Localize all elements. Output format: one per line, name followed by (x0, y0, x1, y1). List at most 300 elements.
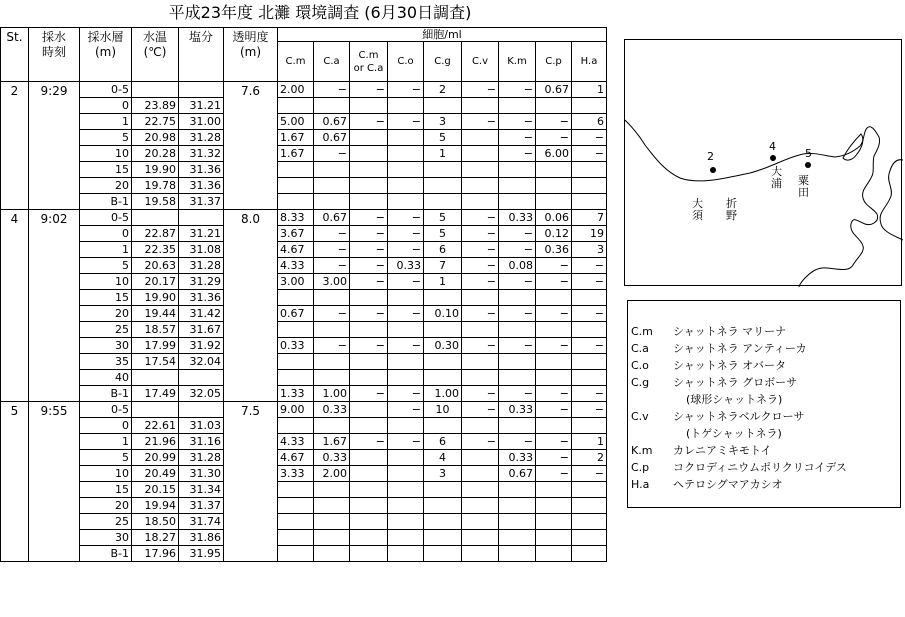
cell-count: 4.33 (278, 258, 314, 274)
depth-cell: 0-5 (80, 402, 132, 418)
depth-cell: 15 (80, 482, 132, 498)
cell-count (388, 322, 424, 338)
location-map (624, 39, 902, 286)
table-row (1, 450, 607, 466)
cell-count: − (499, 242, 536, 258)
table-row (1, 418, 607, 434)
cell-count (278, 482, 314, 498)
cell-count (388, 450, 424, 466)
cell-count: − (572, 466, 607, 482)
cell-count (388, 178, 424, 194)
salinity-cell: 31.42 (179, 306, 224, 322)
cell-count: − (536, 130, 572, 146)
cell-count: 4.33 (278, 434, 314, 450)
cell-count: 4 (424, 450, 462, 466)
depth-cell: 20 (80, 306, 132, 322)
cell-count (350, 146, 388, 162)
cell-count: − (350, 242, 388, 258)
depth-cell: 0-5 (80, 82, 132, 98)
cell-count (424, 514, 462, 530)
cell-count: − (572, 402, 607, 418)
salinity-cell: 31.37 (179, 498, 224, 514)
table-row (1, 130, 607, 146)
cell-count (350, 98, 388, 114)
cell-count: 1 (424, 146, 462, 162)
cell-count: 3.00 (278, 274, 314, 290)
salinity-cell: 31.29 (179, 274, 224, 290)
cell-count: − (499, 114, 536, 130)
cell-count (388, 194, 424, 210)
cell-count: 0.67 (499, 466, 536, 482)
legend-item (628, 357, 900, 374)
cell-count (314, 290, 350, 306)
page-title: 平成23年度 北灘 環境調査 (6月30日調査) (168, 3, 472, 22)
cell-count: − (314, 306, 350, 322)
cell-count (350, 322, 388, 338)
salinity-cell (179, 402, 224, 418)
cell-count: − (388, 338, 424, 354)
cell-count (278, 418, 314, 434)
header-transparency: 透明度 (m) (224, 28, 278, 82)
salinity-cell: 32.04 (179, 354, 224, 370)
cell-count: 1 (572, 82, 607, 98)
header-temp: 水温 (℃) (132, 28, 179, 82)
cell-count (572, 530, 607, 546)
transparency-cell: 8.0 (224, 210, 278, 402)
depth-cell: B-1 (80, 194, 132, 210)
legend-item (628, 442, 900, 459)
cell-count (350, 530, 388, 546)
cell-count: − (572, 306, 607, 322)
cell-count: 0.67 (278, 306, 314, 322)
table-row (1, 322, 607, 338)
temp-cell: 20.17 (132, 274, 179, 290)
cell-count (350, 194, 388, 210)
table-row (1, 466, 607, 482)
cell-count: 5 (424, 210, 462, 226)
cell-count (350, 498, 388, 514)
table-row (1, 258, 607, 274)
species-header: C.a (314, 42, 350, 82)
temp-cell: 23.89 (132, 98, 179, 114)
cell-count: 3 (424, 114, 462, 130)
cell-count (536, 514, 572, 530)
cell-count: 0.33 (499, 402, 536, 418)
temp-cell: 20.28 (132, 146, 179, 162)
cell-count: 8.33 (278, 210, 314, 226)
cell-count (499, 354, 536, 370)
cell-count: 0.67 (314, 130, 350, 146)
cell-count (462, 130, 499, 146)
cell-count (388, 498, 424, 514)
depth-cell: 10 (80, 274, 132, 290)
cell-count (278, 322, 314, 338)
cell-count: 5 (424, 226, 462, 242)
cell-count: 0.67 (314, 210, 350, 226)
depth-cell: 20 (80, 178, 132, 194)
temp-cell: 22.35 (132, 242, 179, 258)
cell-count (499, 546, 536, 562)
cell-count (278, 354, 314, 370)
depth-cell: 0 (80, 418, 132, 434)
table-row (1, 274, 607, 290)
legend-item (628, 425, 900, 442)
legend-name: シャットネラ オバータ (673, 359, 786, 372)
cell-count (536, 530, 572, 546)
cell-count (572, 98, 607, 114)
cell-count (314, 498, 350, 514)
temp-cell: 21.96 (132, 434, 179, 450)
legend-name: (トゲシャットネラ) (686, 427, 782, 440)
cell-count: 0.33 (388, 258, 424, 274)
depth-cell: 20 (80, 498, 132, 514)
station-number: 2 (1, 82, 29, 210)
legend-name: カレニアミキモトイ (673, 444, 772, 457)
cell-count (536, 194, 572, 210)
cell-count (462, 146, 499, 162)
cell-count: 1 (572, 434, 607, 450)
depth-cell: 35 (80, 354, 132, 370)
cell-count (462, 194, 499, 210)
legend-item (628, 391, 900, 408)
cell-count (388, 130, 424, 146)
depth-cell: 15 (80, 290, 132, 306)
temp-cell: 17.49 (132, 386, 179, 402)
cell-count: 0.33 (314, 450, 350, 466)
cell-count: 2.00 (314, 466, 350, 482)
salinity-cell: 31.21 (179, 226, 224, 242)
table-row (1, 194, 607, 210)
cell-count: − (499, 386, 536, 402)
cell-count (572, 370, 607, 386)
table-row (1, 162, 607, 178)
legend-abbr: C.p (631, 461, 650, 474)
cell-count (388, 162, 424, 178)
cell-count (278, 546, 314, 562)
cell-count (536, 546, 572, 562)
cell-count: 1 (424, 274, 462, 290)
cell-count: − (462, 210, 499, 226)
map-place-osu: 大須 (692, 197, 703, 222)
cell-count: 6 (424, 242, 462, 258)
cell-count (278, 514, 314, 530)
legend-name: コクロディニウムポリクリコイデス (673, 461, 847, 474)
legend-name: (球形シャットネラ) (686, 393, 783, 406)
salinity-cell: 31.08 (179, 242, 224, 258)
cell-count: 0.33 (499, 450, 536, 466)
cell-count: − (350, 210, 388, 226)
table-row (1, 82, 607, 98)
cell-count: − (536, 402, 572, 418)
legend-name: ヘテロシグマアカシオ (673, 478, 783, 491)
cell-count (499, 98, 536, 114)
cell-count (499, 370, 536, 386)
species-header: C.g (424, 42, 462, 82)
salinity-cell: 31.28 (179, 450, 224, 466)
cell-count: 6 (572, 114, 607, 130)
cell-count (388, 98, 424, 114)
cell-count (572, 514, 607, 530)
cell-count: − (350, 386, 388, 402)
cell-count: 3.00 (314, 274, 350, 290)
temp-cell (132, 402, 179, 418)
cell-count: 1.67 (278, 146, 314, 162)
cell-count (462, 354, 499, 370)
cell-count: − (388, 386, 424, 402)
species-header: C.m or C.a (350, 42, 388, 82)
table-row (1, 482, 607, 498)
cell-count: − (388, 114, 424, 130)
cell-count: − (536, 450, 572, 466)
cell-count: − (314, 82, 350, 98)
temp-cell (132, 210, 179, 226)
salinity-cell: 31.36 (179, 162, 224, 178)
cell-count (572, 482, 607, 498)
cell-count: − (499, 338, 536, 354)
depth-cell: 1 (80, 114, 132, 130)
cell-count (572, 498, 607, 514)
depth-cell: 1 (80, 242, 132, 258)
legend-item (628, 476, 900, 493)
cell-count (462, 530, 499, 546)
cell-count (424, 178, 462, 194)
cell-count (350, 370, 388, 386)
cell-count (536, 178, 572, 194)
cell-count (536, 354, 572, 370)
table-row (1, 370, 607, 386)
cell-count (350, 162, 388, 178)
cell-count: − (462, 242, 499, 258)
cell-count (278, 530, 314, 546)
salinity-cell: 31.36 (179, 178, 224, 194)
island (843, 134, 863, 160)
cell-count (388, 146, 424, 162)
cell-count (314, 370, 350, 386)
transparency-cell: 7.6 (224, 82, 278, 210)
cell-count (499, 194, 536, 210)
cell-count: − (388, 306, 424, 322)
species-header: C.v (462, 42, 499, 82)
table-row (1, 98, 607, 114)
cell-count: − (572, 386, 607, 402)
cell-count: − (314, 258, 350, 274)
temp-cell: 20.63 (132, 258, 179, 274)
cell-count: − (462, 258, 499, 274)
table-row (1, 306, 607, 322)
cell-count: − (350, 306, 388, 322)
cell-count: − (572, 130, 607, 146)
legend-abbr: K.m (631, 444, 653, 457)
cell-count: 3.67 (278, 226, 314, 242)
temp-cell: 19.58 (132, 194, 179, 210)
cell-count: 1.67 (314, 434, 350, 450)
cell-count: 0.08 (499, 258, 536, 274)
table-row (1, 434, 607, 450)
legend-name: シャットネラ アンティーカ (673, 342, 807, 355)
cell-count: − (499, 82, 536, 98)
cell-count (388, 418, 424, 434)
cell-count: 4.67 (278, 450, 314, 466)
species-legend (627, 300, 901, 508)
coastline (625, 120, 880, 287)
temp-cell: 18.27 (132, 530, 179, 546)
table-row (1, 386, 607, 402)
temp-cell: 20.98 (132, 130, 179, 146)
legend-abbr: C.a (631, 342, 649, 355)
depth-cell: 0 (80, 98, 132, 114)
depth-cell: 30 (80, 530, 132, 546)
cell-count: − (388, 210, 424, 226)
cell-count: − (350, 114, 388, 130)
cell-count (572, 178, 607, 194)
cell-count (499, 482, 536, 498)
legend-item (628, 459, 900, 476)
cell-count (314, 546, 350, 562)
temp-cell: 18.57 (132, 322, 179, 338)
cell-count: 7 (424, 258, 462, 274)
cell-count: 6 (424, 434, 462, 450)
legend-item (628, 374, 900, 391)
cell-count (424, 354, 462, 370)
cell-count: 0.12 (536, 226, 572, 242)
salinity-cell: 31.86 (179, 530, 224, 546)
cell-count (388, 466, 424, 482)
salinity-cell: 31.16 (179, 434, 224, 450)
temp-cell: 20.99 (132, 450, 179, 466)
depth-cell: B-1 (80, 386, 132, 402)
cell-count: − (314, 146, 350, 162)
cell-count: 1.67 (278, 130, 314, 146)
cell-count (462, 546, 499, 562)
cell-count (350, 514, 388, 530)
station-5-marker (805, 162, 811, 168)
cell-count (278, 370, 314, 386)
cell-count (424, 530, 462, 546)
salinity-cell: 31.92 (179, 338, 224, 354)
cell-count (314, 354, 350, 370)
legend-item (628, 323, 900, 340)
cell-count: − (350, 434, 388, 450)
cell-count: − (572, 274, 607, 290)
cell-count: 3 (424, 466, 462, 482)
cell-count: 0.67 (536, 82, 572, 98)
cell-count (350, 482, 388, 498)
cell-count: − (314, 338, 350, 354)
table-row (1, 498, 607, 514)
salinity-cell: 31.28 (179, 130, 224, 146)
header-cells-group: 細胞/ml (278, 28, 607, 42)
cell-count (572, 322, 607, 338)
cell-count: 0.36 (536, 242, 572, 258)
table-row (1, 226, 607, 242)
cell-count (314, 98, 350, 114)
cell-count (572, 354, 607, 370)
transparency-cell: 7.5 (224, 402, 278, 562)
cell-count (424, 482, 462, 498)
depth-cell: 5 (80, 130, 132, 146)
legend-item (628, 408, 900, 425)
cell-count (314, 514, 350, 530)
cell-count (350, 290, 388, 306)
cell-count: 2.00 (278, 82, 314, 98)
cell-count (462, 514, 499, 530)
cell-count (462, 162, 499, 178)
cell-count: 1.00 (424, 386, 462, 402)
coastline-map (625, 40, 903, 287)
table-row (1, 146, 607, 162)
cell-count: 0.33 (499, 210, 536, 226)
cell-count: − (314, 242, 350, 258)
cell-count: 9.00 (278, 402, 314, 418)
cell-count: − (350, 274, 388, 290)
salinity-cell: 31.28 (179, 258, 224, 274)
temp-cell: 17.96 (132, 546, 179, 562)
cell-count: 6.00 (536, 146, 572, 162)
sampling-time: 9:02 (29, 210, 80, 402)
cell-count (314, 530, 350, 546)
header-st: St. (1, 28, 29, 82)
cell-count (350, 546, 388, 562)
cell-count (462, 466, 499, 482)
cell-count: − (388, 226, 424, 242)
cell-count: − (536, 258, 572, 274)
header-time: 採水 時刻 (29, 28, 80, 82)
cell-count: 5 (424, 130, 462, 146)
depth-cell: 5 (80, 258, 132, 274)
cell-count (424, 290, 462, 306)
cell-count (424, 194, 462, 210)
cell-count (350, 402, 388, 418)
salinity-cell: 31.32 (179, 146, 224, 162)
cell-count (314, 418, 350, 434)
salinity-cell (179, 210, 224, 226)
station-4-marker (770, 155, 776, 161)
salinity-cell: 31.30 (179, 466, 224, 482)
cell-count (424, 98, 462, 114)
cell-count (278, 194, 314, 210)
cell-count (350, 450, 388, 466)
cell-count (388, 290, 424, 306)
cell-count (536, 418, 572, 434)
temp-cell: 20.15 (132, 482, 179, 498)
header-layer: 採水層 (m) (80, 28, 132, 82)
salinity-cell: 31.03 (179, 418, 224, 434)
legend-name: シャットネラベルクローサ (673, 410, 805, 423)
table-row (1, 338, 607, 354)
station-number: 4 (1, 210, 29, 402)
cell-count (314, 162, 350, 178)
cell-count (424, 370, 462, 386)
table-row (1, 210, 607, 226)
cell-count (462, 290, 499, 306)
cell-count (572, 290, 607, 306)
salinity-cell: 31.36 (179, 290, 224, 306)
depth-cell: 40 (80, 370, 132, 386)
cell-count (462, 322, 499, 338)
map-place-ouura: 大浦 (771, 165, 782, 190)
temp-cell (132, 370, 179, 386)
map-station-5-label: 5 (805, 147, 812, 160)
table-row (1, 514, 607, 530)
cell-count (424, 322, 462, 338)
legend-abbr: C.g (631, 376, 650, 389)
cell-count (462, 370, 499, 386)
temp-cell: 19.90 (132, 290, 179, 306)
legend-name: シャットネラ グロボーサ (673, 376, 798, 389)
map-place-awata: 粟田 (798, 174, 809, 199)
cell-count (388, 530, 424, 546)
temp-cell: 19.44 (132, 306, 179, 322)
